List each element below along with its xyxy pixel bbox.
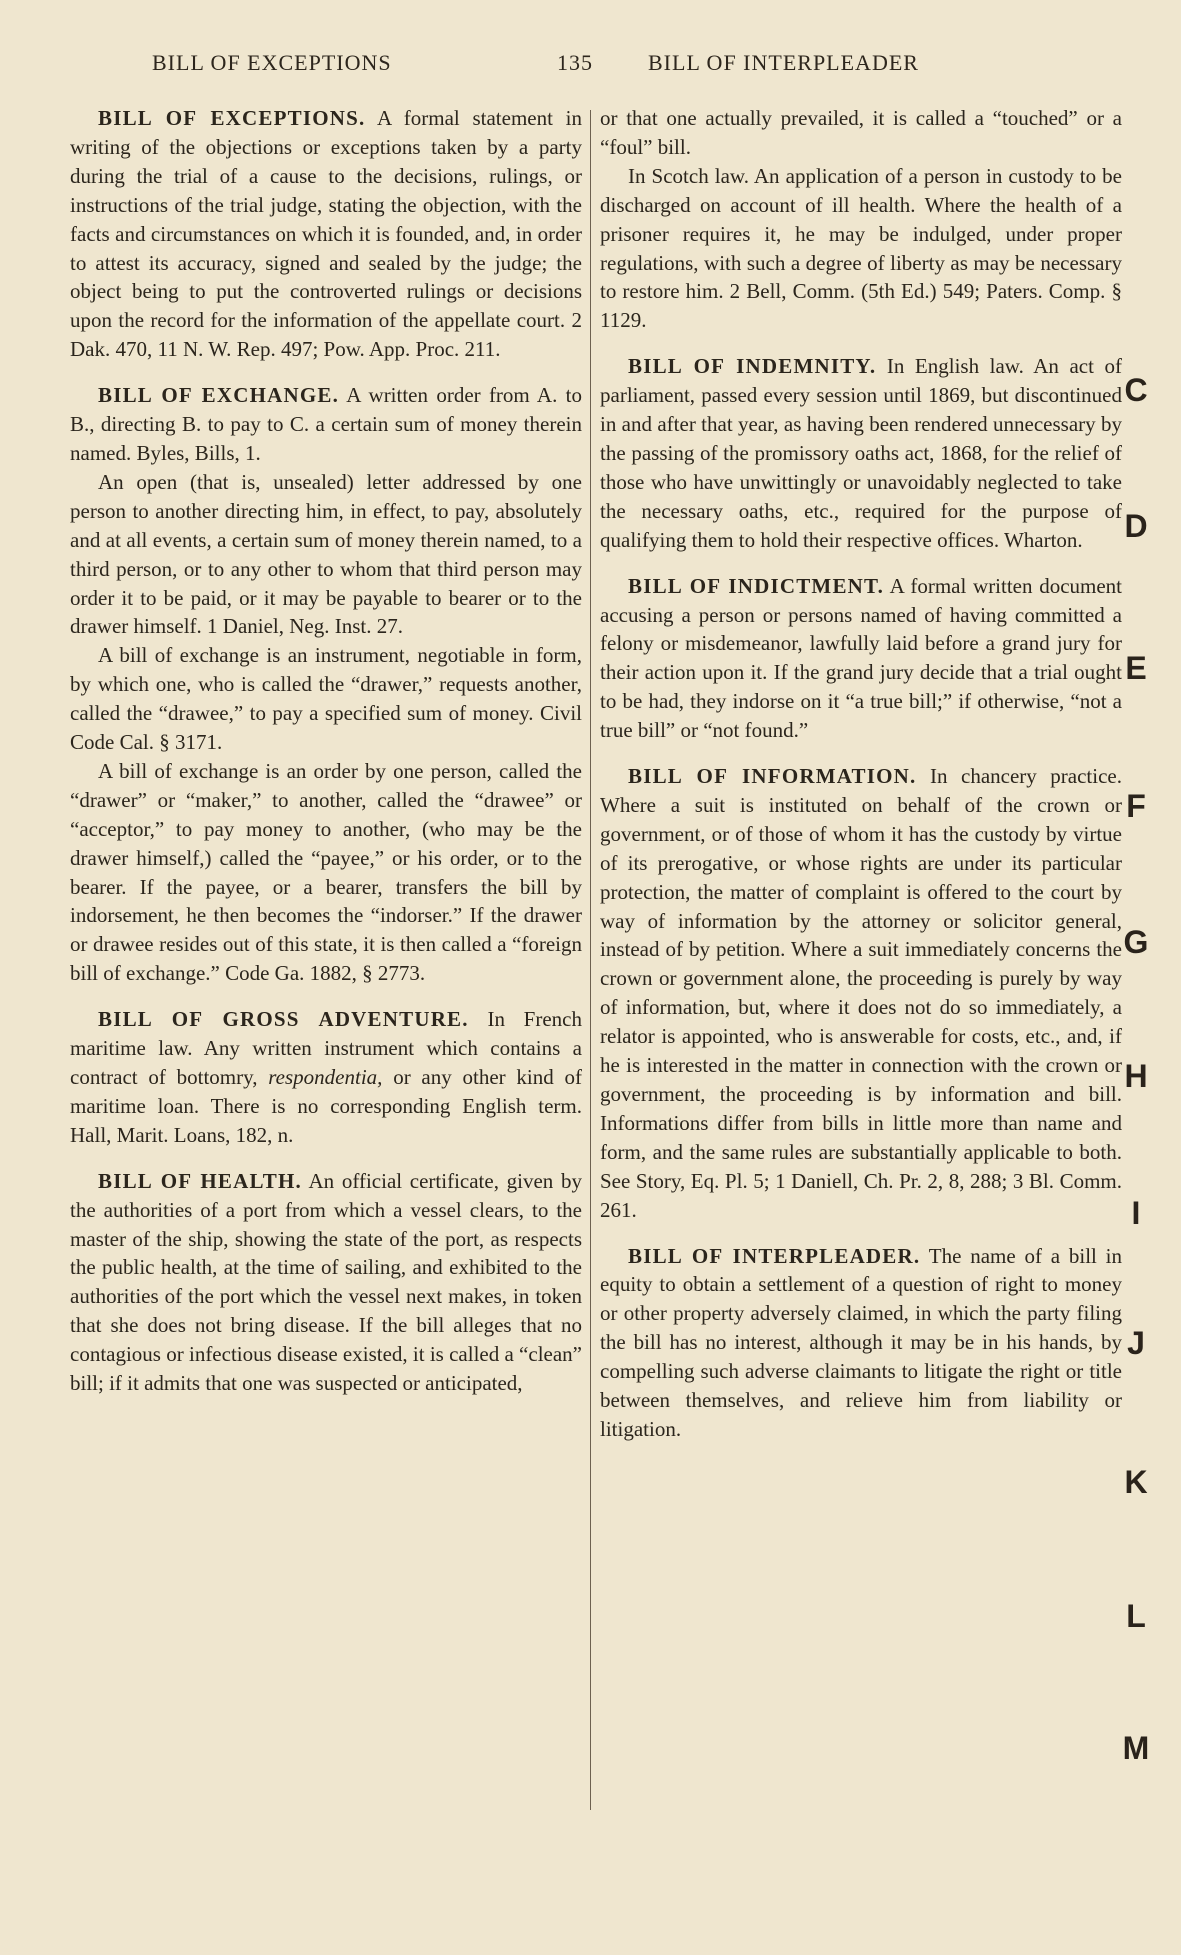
entry-bill-of-health [70,1167,582,1398]
column-divider [590,110,591,1810]
left-column [70,104,582,1415]
entry-definition: The name of a bill in equity to obtain a settlement of a question of right to money or other property adversely claimed, in which the party filing the bill has no interest, although it may be in his hands, by compelling such adverse claimants to litigate the right or title between themselves, and relieve him from liability or litigation. [600,1243,1123,1441]
entry-term: BILL OF INDICTMENT. [628,573,885,598]
thumb-index-letter[interactable]: C [1124,372,1148,408]
entry-definition-cont: or any other kind of maritime loan. There is no corresponding English term. Hall, Marit. Loans, 182, n. [70,1065,583,1147]
thumb-index-letter[interactable]: J [1127,1325,1145,1361]
entry-bill-of-health-continued [600,104,1122,335]
entry-bill-of-exceptions [70,104,582,364]
thumb-index-letter[interactable]: D [1124,508,1148,544]
right-column [592,104,1122,1461]
header-last-entry: BILL OF INTERPLEADER [648,50,919,75]
entry-paragraph: or that one actually prevailed, it is called a “touched” or a “foul” bill. [600,106,1122,159]
entry-bill-of-indictment [600,572,1122,745]
thumb-index-letter[interactable]: H [1124,1058,1148,1094]
entry-term: BILL OF EXCHANGE. [98,383,340,408]
entry-term: BILL OF HEALTH. [98,1168,302,1193]
entry-definition: A formal statement in writing of the objections or exceptions taken by a party during the trial of a cause to the decisions, rulings, or instructions of the trial judge, stating the objection, with the facts and circumstances on which it is founded, and, in order to attest its accuracy, signed and sealed by the judge; the object being to put the controverted rulings or decisions upon the record for the information of the appellate court. 2 Dak. 470, 11 N. W. Rep. 497; Pow. App. Proc. 211. [70,106,583,362]
running-header [0,50,1181,90]
entry-bill-of-indemnity [600,352,1122,554]
entry-definition: An official certificate, given by the authorities of a port from which a vessel clears, to the master of the ship, showing the state of the port, as respects the public health, at the time of sailing, and exhibited to the authorities of the port which the vessel next makes, in token that she does not bring disease. If the bill alleges that no contagious or infectious disease existed, it is called a “clean” bill; if it admits that one was suspected or anticipated, [70,1168,582,1396]
entry-paragraph: In Scotch law. An application of a person in custody to be discharged on account of ill health. Where the health of a prisoner requires it, he may be indulged, under proper regulations, with such a degree of liberty as may be necessary to restore him. 2 Bell, Comm. (5th Ed.) 549; Paters. Comp. § 1129. [600,163,1122,333]
italic-term: respondentia, [268,1065,383,1089]
thumb-index-letter[interactable]: G [1123,924,1149,960]
entry-bill-of-information [600,762,1122,1225]
thumb-index-letter[interactable]: K [1124,1464,1148,1500]
thumb-index-letter[interactable]: M [1122,1730,1150,1766]
thumb-index-letter[interactable]: I [1131,1195,1141,1231]
entry-definition: A written order from A. to B., directing B. to pay to C. a certain sum of money therein named. Byles, Bills, 1. [70,383,582,465]
thumb-index-letter[interactable]: F [1126,788,1146,824]
entry-definition: A formal written document accusing a person or persons named of having committed a felony or misdemeanor, lawfully laid before a grand jury for their action upon it. If the grand jury decide that a trial ought to be had, they indorse on it “a true bill;” if otherwise, “not a true bill” or “not found.” [600,573,1123,743]
entry-term: BILL OF EXCEPTIONS. [98,106,366,130]
entry-bill-of-interpleader [600,1242,1122,1444]
entry-bill-of-exchange [70,381,582,988]
entry-paragraph: An open (that is, unsealed) letter addressed by one person to another directing him, in effect, to pay, absolutely and at all events, a certain sum of money therein named, to a third person, or to any other to whom that third person may order it to be paid, or it may be payable to bearer or to the drawer himself. 1 Daniel, Neg. Inst. 27. [70,469,582,639]
entry-paragraph: A bill of exchange is an instrument, negotiable in form, by which one, who is called the “drawer,” requests another, called the “drawee,” to pay a specified sum of money. Civil Code Cal. § 3171. [70,643,582,755]
entry-paragraph: A bill of exchange is an order by one person, called the “drawer” or “maker,” to another, called the “drawee” or “acceptor,” to pay money to another, (who may be the drawer himself,) called the “payee,” or his order, or to the bearer. If the payee, or a bearer, transfers the bill by indorsement, he then becomes the “indorser.” If the drawer or drawee resides out of this state, it is then called a “foreign bill of exchange.” Code Ga. 1882, § 2773. [70,758,582,986]
entry-term: BILL OF GROSS ADVENTURE. [98,1007,469,1032]
entry-definition: In English law. An act of parliament, passed every session until 1869, but discontinued in and after that year, as having been rendered unnecessary by the passing of the promissory oaths act, 1868, for the relief of those who have unwittingly or unavoidably neglected to take the necessary oaths, etc., required for the purpose of qualifying them to hold their respective offices. Wharton. [600,354,1122,552]
header-first-entry: BILL OF EXCEPTIONS [152,50,392,75]
entry-term: BILL OF INDEMNITY. [628,354,877,379]
entry-definition: In French maritime law. Any written instrument which contains a contract of bottomry, [70,1007,582,1089]
entry-definition: In chancery practice. Where a suit is instituted on behalf of the crown or government, or of those of whom it has the custody by virtue of its prerogative, or whose rights are under its particular protection, the matter of complaint is offered to the court by way of information by the attorney or solicitor general, instead of by petition. Where a suit immediately concerns the crown or government alone, the proceeding is purely by way of information, but, where it does not do so immediately, a relator is appointed, who is answerable for costs, etc., and, if he is interested in the matter in connection with the crown or government, the proceeding is by information and bill. Informations differ from bills in little more than name and form, and the same rules are substantially applicable to both. See Story, Eq. Pl. 5; 1 Daniell, Ch. Pr. 2, 8, 288; 3 Bl. Comm. 261. [600,764,1122,1222]
entry-term: BILL OF INFORMATION. [628,764,917,789]
page-number: 135 [557,50,593,75]
entry-term: BILL OF INTERPLEADER. [628,1243,921,1268]
entry-bill-of-gross-adventure [70,1005,582,1150]
thumb-index-letter[interactable]: L [1126,1598,1146,1634]
thumb-index-letter[interactable]: E [1125,650,1147,686]
